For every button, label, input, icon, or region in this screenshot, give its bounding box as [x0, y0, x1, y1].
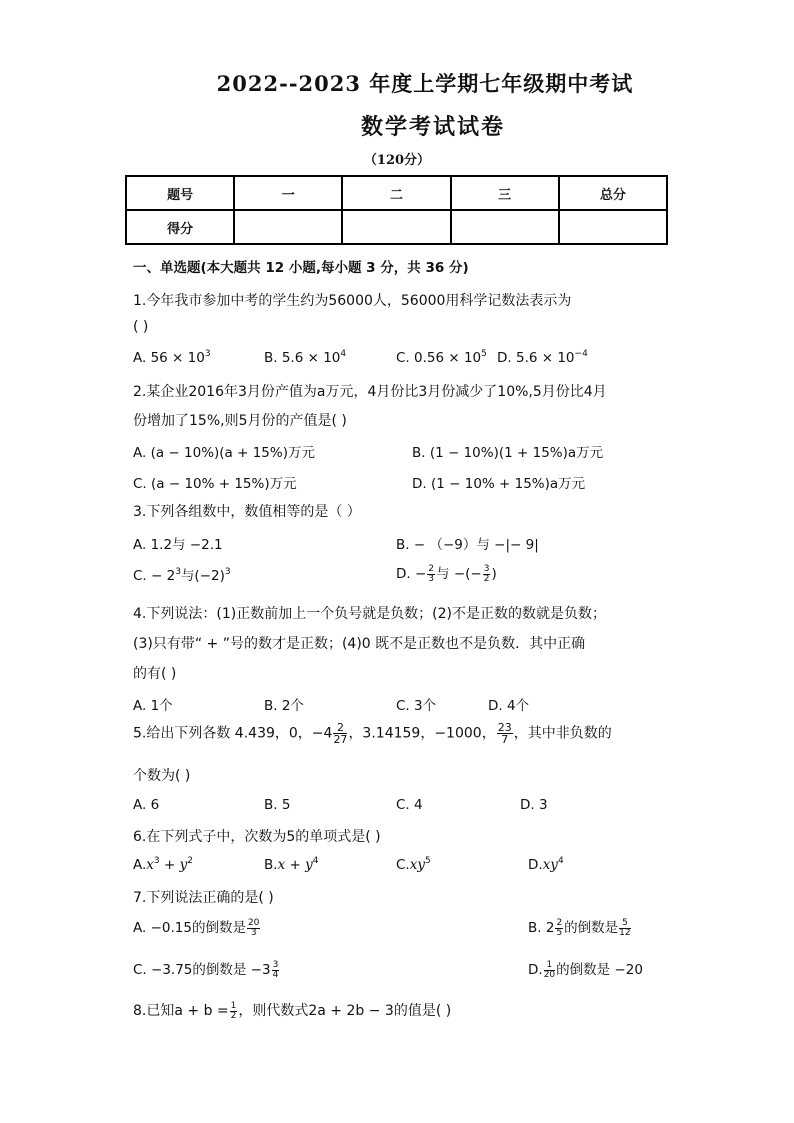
score-table-score-row: [126, 210, 667, 244]
q4-option-c: C. 3个: [396, 698, 437, 714]
q1-option-b: B. $5.6 \times 10^4$: [264, 349, 347, 366]
q1-option-c: C. $0.56 \times 10^5$: [396, 349, 487, 366]
score-table-header: 三: [451, 176, 559, 210]
q3-option-d: D. − $\frac{2}{3}$ 与 −(− $\frac{3}{2}$ ): [396, 563, 497, 584]
question-1-stem: 1.今年我市参加中考的学生约为56000人，56000用科学记数法表示为: [133, 293, 572, 309]
fraction: $\frac{3}{4}$: [272, 959, 279, 980]
q6-option-b: $B.x + y^4$: [264, 856, 319, 873]
fraction: $\frac{3}{2}$: [483, 563, 490, 584]
question-6-stem: 6.在下列式子中，次数为5的单项式是( ): [133, 829, 381, 845]
question-4-stem: 4.下列说法：(1)正数前加上一个负号就是负数；(2)不是正数的数就是负数；: [133, 606, 607, 622]
score-cell: [451, 210, 559, 244]
q2-option-a: A. (a − 10%)(a + 15%)万元: [133, 445, 315, 461]
question-2-stem-cont: 份增加了15%,则5月份的产值是( ): [133, 413, 347, 429]
question-7-stem: 7.下列说法正确的是( ): [133, 890, 274, 906]
exam-subtitle: 数学考试试卷: [360, 114, 505, 140]
fraction: $\frac{2}{27}$: [333, 721, 348, 746]
q7-option-a: A. −0.15的倒数是 $\frac{20}{3}$: [133, 917, 260, 938]
q7-option-d: D. $\frac{1}{20}$ 的倒数是 −20: [528, 959, 643, 980]
score-table-header: 一: [234, 176, 342, 210]
fraction: $\frac{1}{2}$: [230, 1000, 237, 1021]
fraction: $\frac{5}{12}$: [619, 917, 631, 938]
q5-option-c: C. 4: [396, 797, 423, 813]
fraction: $\frac{23}{7}$: [497, 721, 512, 746]
q1-option-a: A. $56 \times 10^3$: [133, 349, 211, 366]
q2-option-c: C. (a − 10% + 15%)万元: [133, 476, 297, 492]
q3-option-b: B. − （−9）与 −|− 9|: [396, 537, 539, 553]
q5-option-b: B. 5: [264, 797, 291, 813]
q6-option-c: $C.xy^5$: [396, 856, 431, 873]
question-2-stem: 2.某企业2016年3月份产值为a万元，4月份比3月份减少了10%,5月份比4月: [133, 384, 607, 400]
question-5-stem: 5.给出下列各数 4.439，0，−4 $\frac{2}{27}$ ，3.14159，−1000， $\frac{23}{7}$ ，其中非负数的: [133, 721, 612, 746]
question-5-stem-cont: 个数为( ): [133, 768, 191, 784]
q7-option-b: B. 2 $\frac{2}{5}$ 的倒数是 $\frac{5}{12}$: [528, 917, 631, 938]
score-table-header-row: [126, 176, 667, 210]
q1-option-d: D. $5.6 \times 10^{-4}$: [497, 349, 588, 366]
score-table-header: 题号: [126, 176, 234, 210]
score-table-header: 二: [342, 176, 450, 210]
score-row-label: 得分: [126, 210, 234, 244]
fraction: $\frac{2}{5}$: [556, 917, 563, 938]
q6-option-a: $A.x^3 + y^2$: [133, 856, 193, 873]
q4-option-b: B. 2个: [264, 698, 304, 714]
fraction: $\frac{1}{20}$: [543, 959, 556, 980]
question-4-stem-end: 的有( ): [133, 666, 177, 682]
score-cell: [234, 210, 342, 244]
question-8-stem: 8.已知a + b = $\frac{1}{2}$ ，则代数式2a + 2b − 3的值是( ): [133, 1000, 452, 1021]
q7-option-c: C. −3.75的倒数是 −3 $\frac{3}{4}$: [133, 959, 279, 980]
q4-option-d: D. 4个: [488, 698, 530, 714]
q3-option-a: A. 1.2与 −2.1: [133, 537, 223, 553]
score-cell: [559, 210, 667, 244]
fraction: $\frac{2}{3}$: [428, 563, 435, 584]
score-table-header: 总分: [559, 176, 667, 210]
q3-option-c: C. − $2^3$与$(-2)^3$: [133, 567, 231, 584]
q2-option-d: D. (1 − 10% + 15%)a万元: [412, 476, 586, 492]
q4-option-a: A. 1个: [133, 698, 173, 714]
fraction: $\frac{20}{3}$: [247, 917, 260, 938]
score-table: [125, 175, 668, 245]
question-4-stem-cont: (3)只有带“ + ”号的数才是正数；(4)0 既不是正数也不是负数．其中正确: [133, 636, 586, 652]
total-score-note: （120分）: [363, 153, 431, 168]
score-cell: [342, 210, 450, 244]
q5-option-d: D. 3: [520, 797, 548, 813]
q5-option-a: A. 6: [133, 797, 160, 813]
question-3-stem: 3.下列各组数中，数值相等的是（ ）: [133, 504, 361, 520]
question-1-answer-blank: ( ): [133, 319, 149, 335]
section-heading: 一、单选题(本大题共 12 小题,每小题 3 分，共 36 分): [133, 260, 469, 276]
q6-option-d: $D.xy^4$: [528, 856, 564, 873]
exam-title: 2022--2023 年度上学期七年级期中考试: [216, 71, 634, 96]
q2-option-b: B. (1 − 10%)(1 + 15%)a万元: [412, 445, 604, 461]
